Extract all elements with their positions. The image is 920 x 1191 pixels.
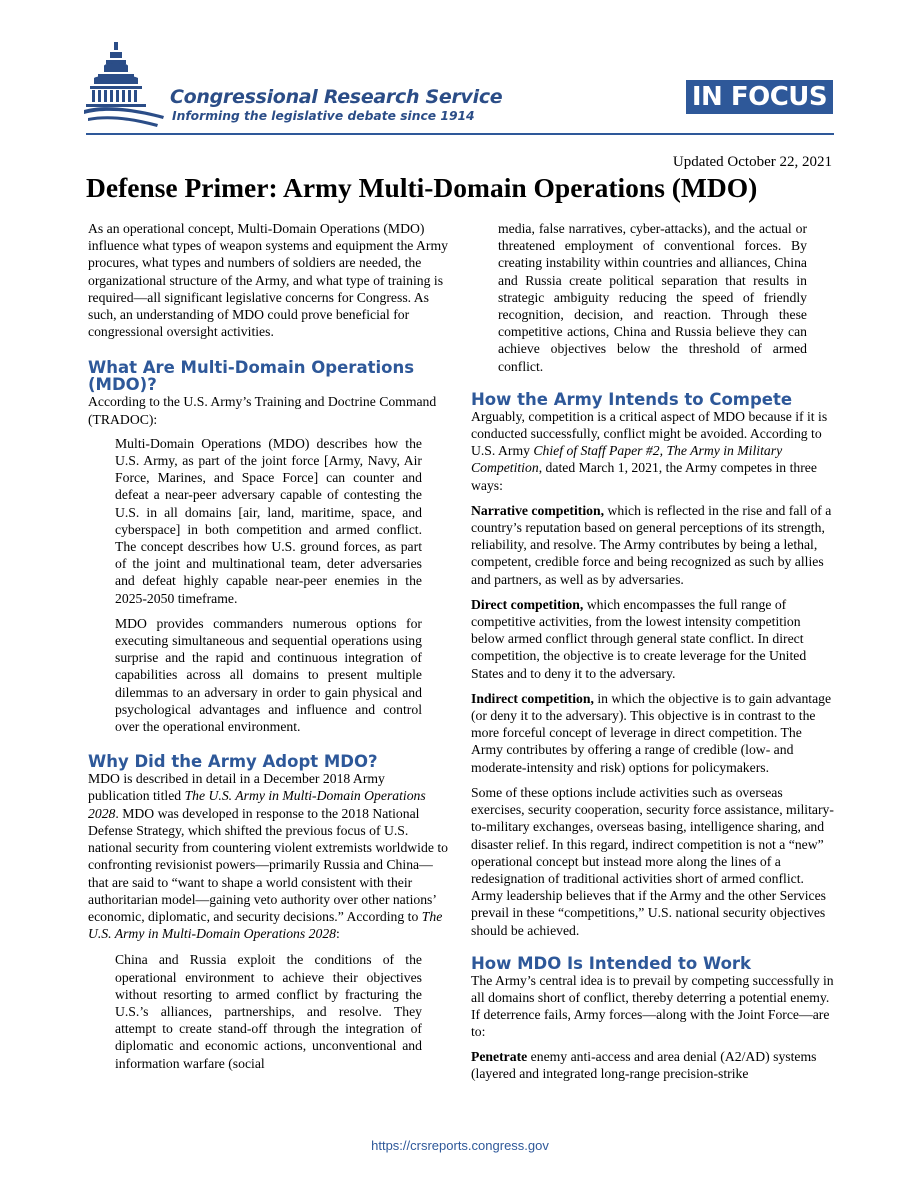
section-heading-how-mdo-works: How MDO Is Intended to Work (471, 953, 752, 973)
paragraph: According to the U.S. Army’s Training and Doctrine Command (TRADOC): (88, 394, 437, 427)
in-focus-badge: IN FOCUS (686, 80, 833, 114)
right-column (471, 220, 835, 1082)
publication-title: The U.S. Army in Multi-Domain Operations 2028 (88, 908, 443, 942)
section-heading-how-army-competes: How the Army Intends to Compete (471, 389, 793, 409)
paragraph: The Army’s central idea is to prevail by competing successfully in all domains short of conflict, thereby deterring a potential enemy. If deterrence fails, Army forces—along with the Joint Force—are to: (471, 972, 834, 1040)
paragraph: Arguably, competition is a critical aspect of MDO because if it is conducted successfully, conflict might be avoided. According to U.S. Army Chief of Staff Paper #2, The Army in Military Competition, dated March 1, 2021, the Army competes in three ways: (471, 408, 828, 493)
capitol-dome-logo-icon (84, 40, 166, 128)
org-name: Congressional Research Service (170, 86, 503, 108)
org-tagline: Informing the legislative debate since 1914 (172, 109, 475, 123)
page-title: Defense Primer: Army Multi-Domain Operations (MDO) (86, 172, 758, 203)
paragraph: MDO is described in detail in a December 2018 Army publication titled The U.S. Army in Multi-Domain Operations 2028. MDO was developed in response to the 2018 National Defense Strategy, which shifted the previous focus of U.S. national security from countering violent extremists worldwide to confronting revisionist powers—primarily Russia and China—that are said to “want to shape a world consistent with their authoritarian model—gaining veto authority over other nations’ economic, diplomatic, and security decisions.” According to The U.S. Army in Multi-Domain Operations 2028: (88, 771, 448, 942)
publication-title: Chief of Staff Paper #2, The Army in Military Competition (471, 443, 783, 476)
header-divider (86, 133, 834, 135)
section-heading-what-are-mdo: What Are Multi-Domain Operations (MDO)? (88, 358, 415, 395)
updated-date: Updated October 22, 2021 (672, 154, 832, 170)
indirect-competition-paragraph: Indirect competition, in which the objective is to gain advantage (or deny it to the adversary). This objective is in contrast to the more forceful concept of leverage in direct competition. The Army contributes by offering a range of credible (low- and moderate-intensity and risk) options for policymakers. (471, 690, 832, 775)
block-quote: Multi-Domain Operations (MDO) describes how the U.S. Army, as part of the joint force [Army, Navy, Air Force, Marines, and Space Force] can counter and defeat a near-peer adversary capable of contesting the U.S. in all domains [air, land, maritime, space, and cyberspace] in both competition and armed conflict. The concept describes how U.S. ground forces, as part of the joint and multinational team, deter adversaries and defeat highly capable near-peer enemies in the 2025-2050 timeframe. (115, 435, 422, 606)
publication-title: The U.S. Army in Multi-Domain Operations 2028 (88, 788, 426, 821)
block-quote-continued: media, false narratives, cyber-attacks), and the actual or threatened employment of conventional forces. By creating instability within countries and alliances, China and Russia create political separation that results in strategic ambiguity reducing the speed of friendly recognition, decision, and reaction. Through these competitive actions, China and Russia believe they can achieve objectives below the threshold of armed conflict. (498, 221, 807, 374)
paragraph: Some of these options include activities such as overseas exercises, security cooperation, security force assistance, military-to-military exchanges, overseas basing, intelligence sharing, and disaster relief. In this regard, indirect competition is not a “new” operational concept but instead more along the lines of a redesignation of traditional activities short of armed conflict. Army leadership believes that if the Army and the other Services prevail in these “competitions,” U.S. national security objectives should be achieved. (471, 784, 834, 938)
section-heading-why-adopt-mdo: Why Did the Army Adopt MDO? (88, 752, 378, 772)
penetrate-paragraph: Penetrate enemy anti-access and area denial (A2/AD) systems (layered and integrated long-range precision-strike (471, 1048, 817, 1081)
direct-competition-paragraph: Direct competition, which encompasses the full range of competitive activities, from the lowest intensity competition below armed conflict through general state conflict. In direct competition, the objective is to create leverage for the United States and to deny it to the adversary. (471, 596, 807, 681)
footer-url-link[interactable]: https://crsreports.congress.gov (371, 1138, 549, 1153)
block-quote: China and Russia exploit the conditions of the operational environment to achieve their objectives without resorting to armed conflict by fracturing the U.S.’s alliances, partnerships, and resolve. They attempt to create stand-off through the integration of diplomatic and economic actions, unconventional and information warfare (social (115, 952, 422, 1071)
block-quote: MDO provides commanders numerous options for executing simultaneous and sequential operations using surprise and the rapid and continuous integration of capabilities across all domains to present multiple dilemmas to an adversary in order to gain physical and psychological advantages and influence and control over the operational environment. (115, 615, 422, 735)
narrative-competition-paragraph: Narrative competition, which is reflected in the rise and fall of a country’s reputation based on general perceptions of its strength, reliability, and resolve. The Army contributes by being a lethal, competent, credible force and being recognized as such by allies and partners, as well as by adversaries. (471, 502, 832, 587)
intro-paragraph: As an operational concept, Multi-Domain Operations (MDO) influence what types of weapon systems and equipment the Army procures, what types and numbers of soldiers are needed, the organizational structure of the Army, and what type of training is required—all significant legislative concerns for Congress. As such, an understanding of MDO could prove beneficial for congressional oversight activities. (88, 221, 448, 340)
left-column (88, 220, 448, 1072)
